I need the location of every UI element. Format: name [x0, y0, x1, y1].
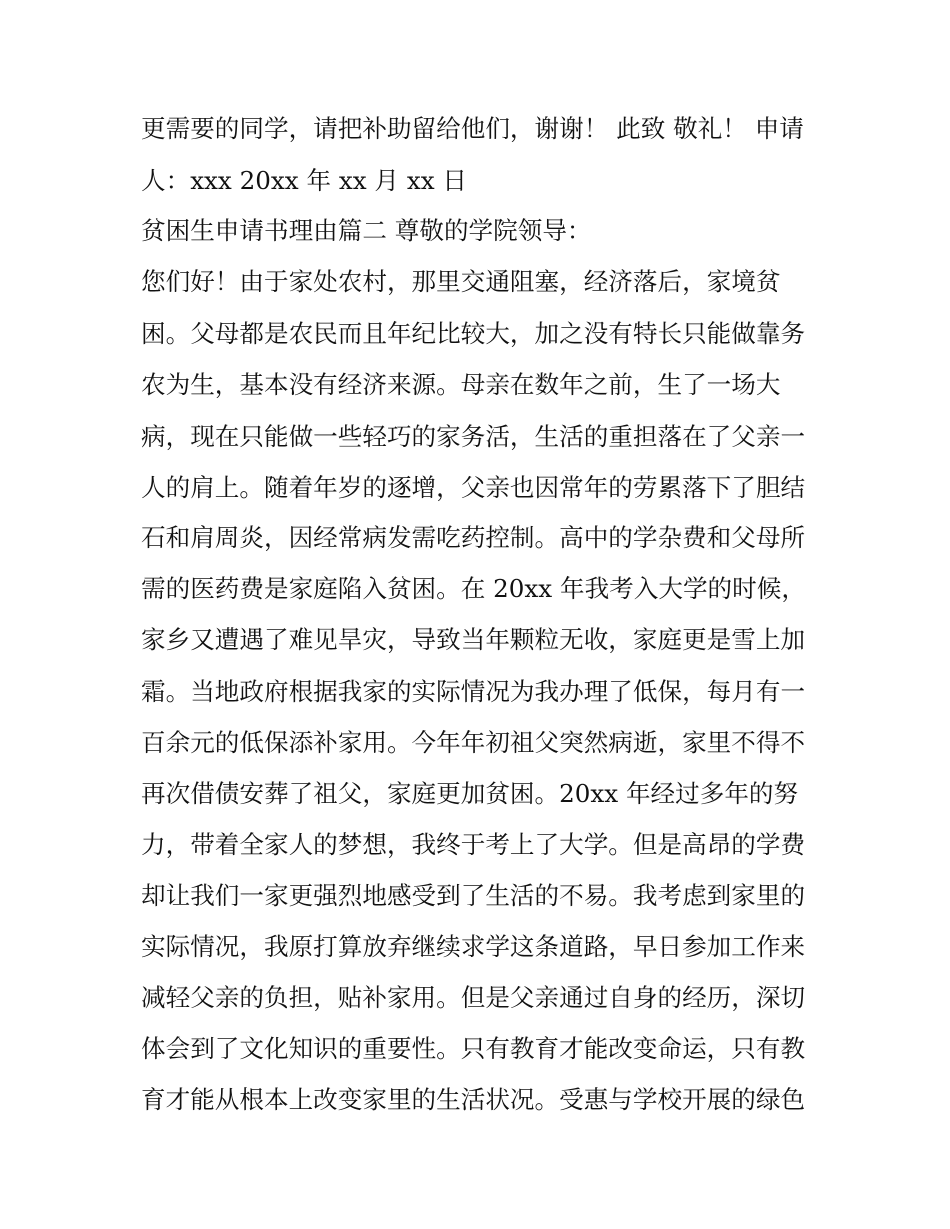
text-line: 困。父母都是农民而且年纪比较大，加之没有特长只能做靠务	[141, 319, 806, 348]
text-line: 却让我们一家更强烈地感受到了生活的不易。我考虑到家里的	[141, 881, 806, 910]
text-line: 力，带着全家人的梦想，我终于考上了大学。但是高昂的学费	[141, 830, 806, 859]
text-line: 贫困生申请书理由篇二 尊敬的学院领导：	[141, 216, 592, 245]
text-line: 需的医药费是家庭陷入贫困。在 20xx 年我考入大学的时候，	[141, 574, 806, 603]
text-line: 人的肩上。随着年岁的逐增，父亲也因常年的劳累落下了胆结	[141, 473, 806, 502]
text-line: 育才能从根本上改变家里的生活状况。受惠与学校开展的绿色	[141, 1085, 806, 1114]
text-line: 病，现在只能做一些轻巧的家务活，生活的重担落在了父亲一	[141, 422, 806, 451]
text-line: 霜。当地政府根据我家的实际情况为我办理了低保，每月有一	[141, 677, 806, 706]
text-line: 您们好！由于家处农村，那里交通阻塞，经济落后，家境贫	[141, 267, 781, 296]
text-line: 百余元的低保添补家用。今年年初祖父突然病逝，家里不得不	[141, 728, 806, 757]
text-line: 更需要的同学，请把补助留给他们，谢谢！ 此致 敬礼！ 申请	[141, 114, 804, 143]
text-line: 家乡又遭遇了难见旱灾，导致当年颗粒无收，家庭更是雪上加	[141, 625, 806, 654]
text-line: 实际情况，我原打算放弃继续求学这条道路，早日参加工作来	[141, 932, 806, 961]
text-line: 再次借债安葬了祖父，家庭更加贫困。20xx 年经过多年的努	[141, 779, 799, 808]
text-line: 石和肩周炎，因经常病发需吃药控制。高中的学杂费和父母所	[141, 523, 806, 552]
text-line: 减轻父亲的负担，贴补家用。但是父亲通过自身的经历，深切	[141, 983, 806, 1012]
text-line: 人：xxx 20xx 年 xx 月 xx 日	[141, 166, 467, 195]
text-line: 体会到了文化知识的重要性。只有教育才能改变命运，只有教	[141, 1034, 806, 1063]
text-line: 农为生，基本没有经济来源。母亲在数年之前，生了一场大	[141, 370, 781, 399]
